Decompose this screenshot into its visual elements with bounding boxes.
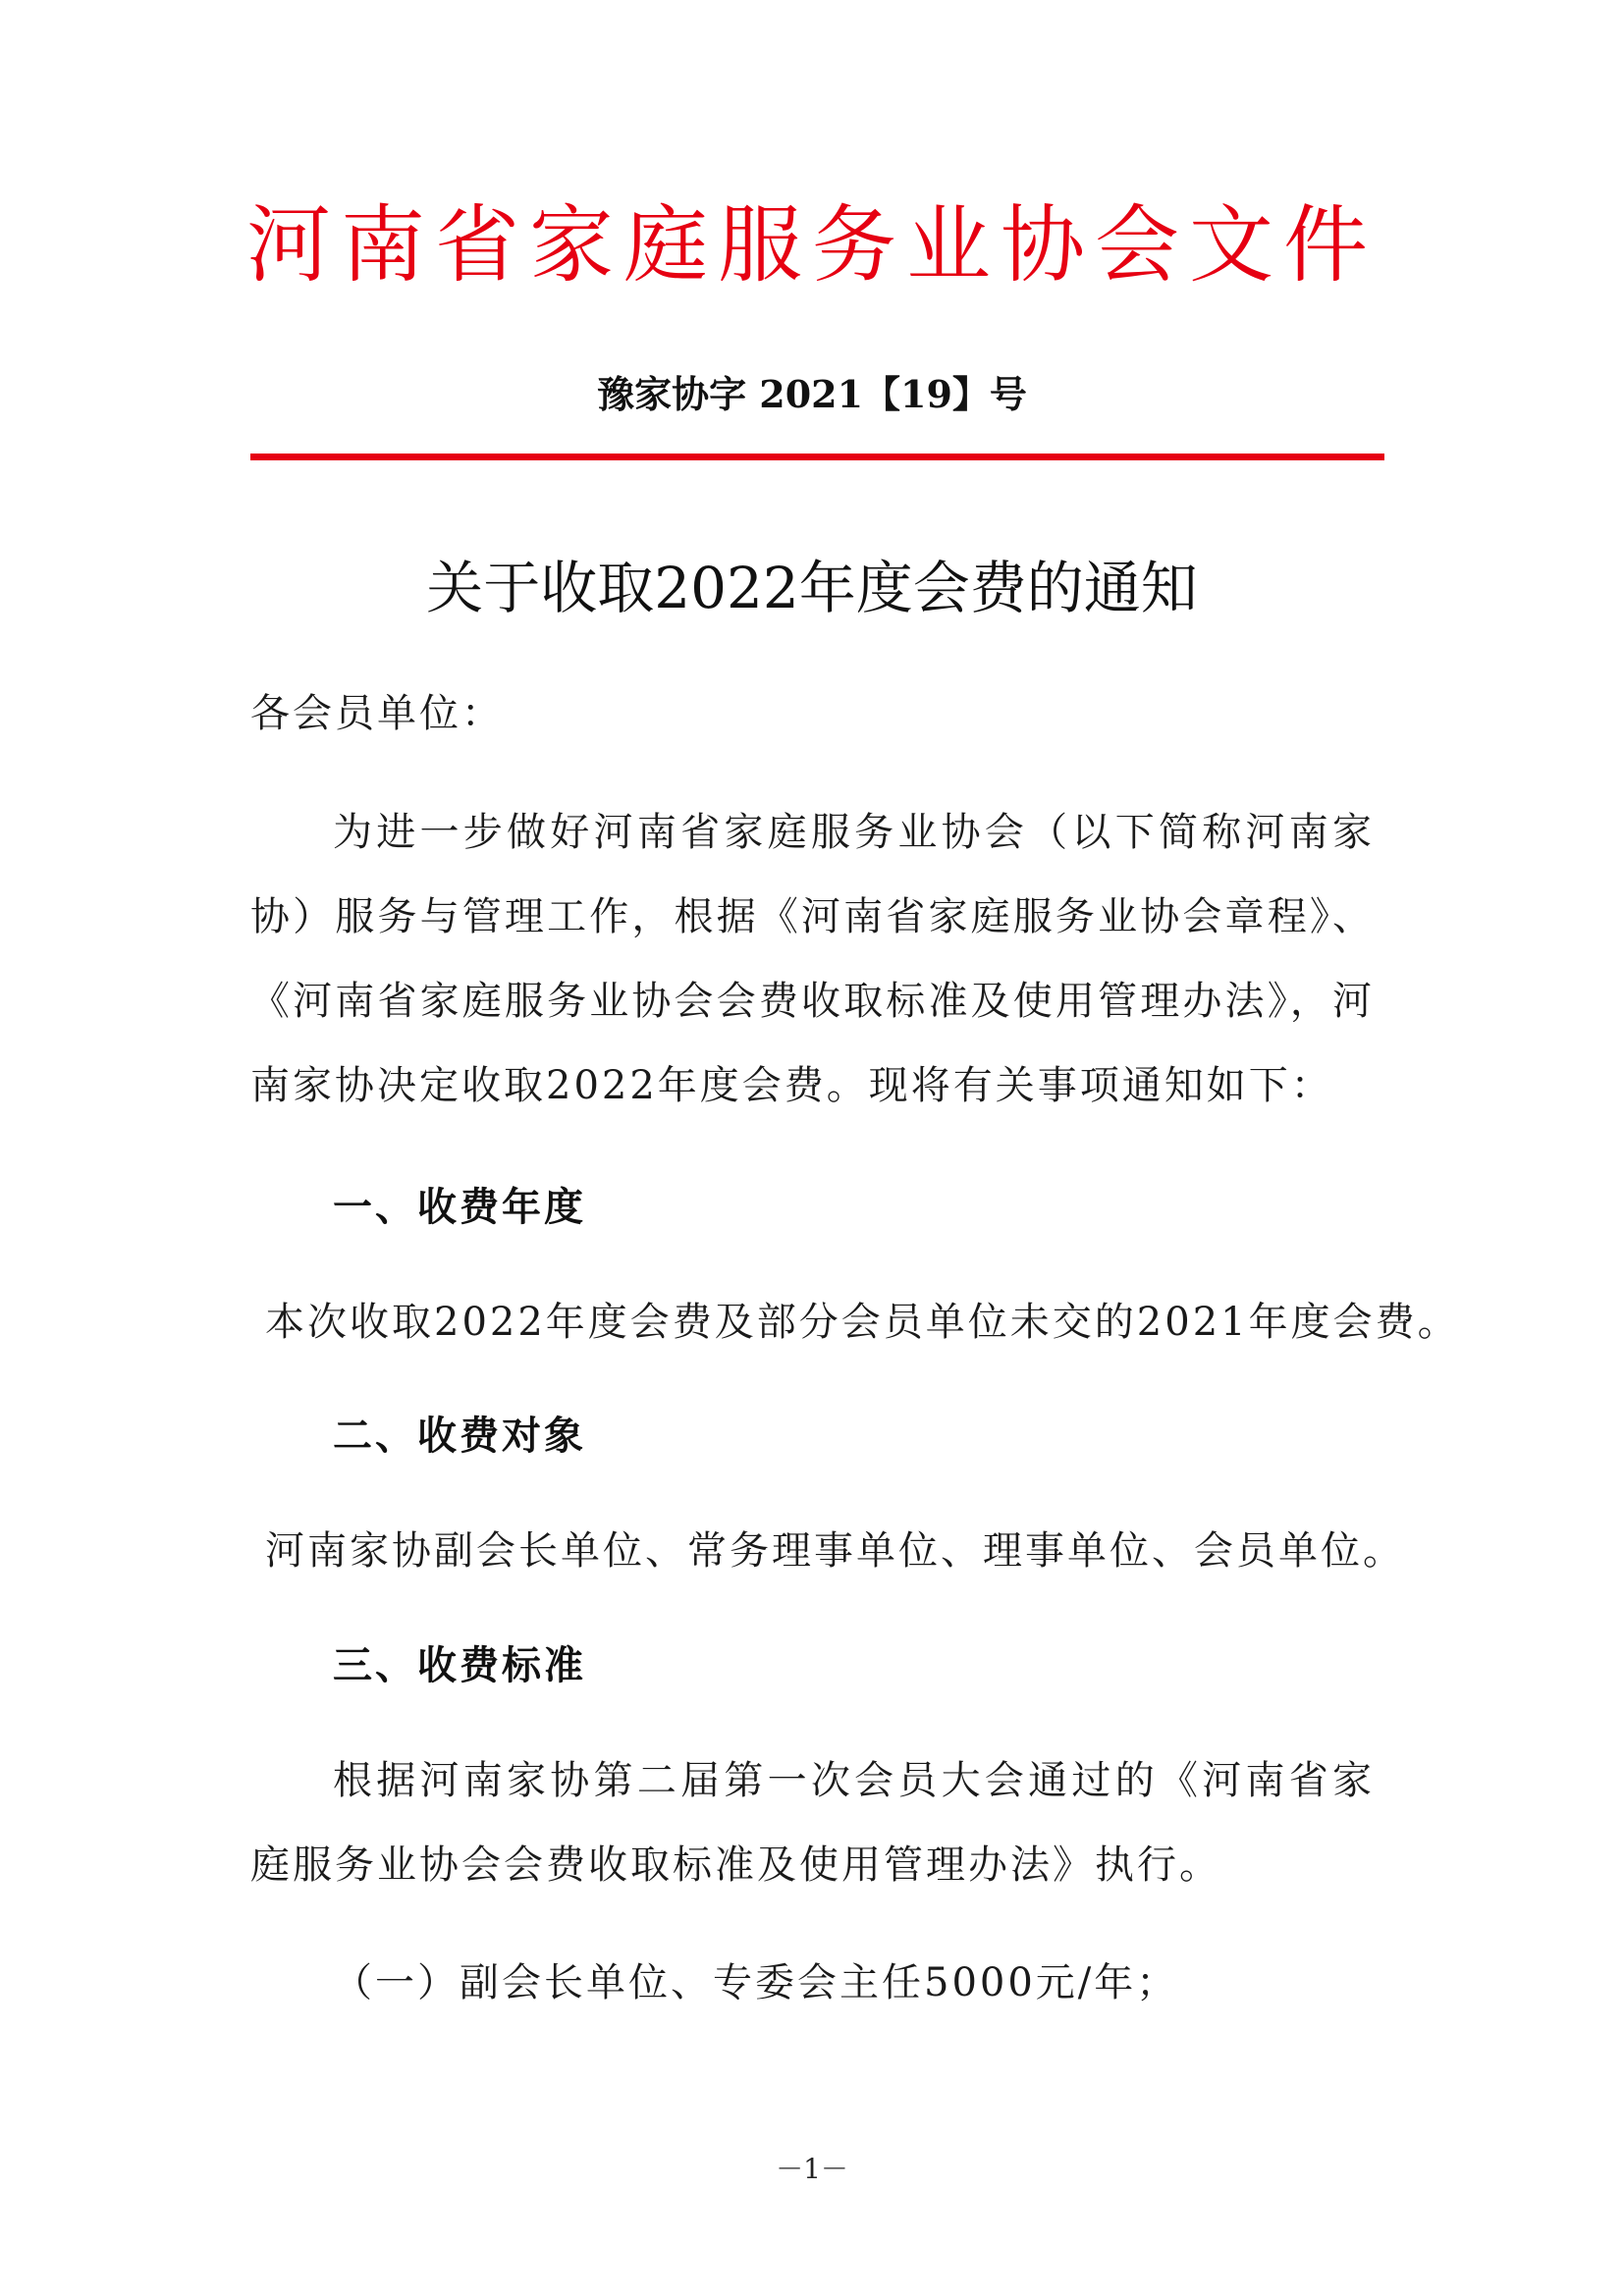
document-number: 豫家协字 2021【19】号 [597,372,1027,416]
section-body-2: 河南家协副会长单位、常务理事单位、理事单位、会员单位。 [265,1528,1405,1574]
section-heading-3: 三、收费标准 [333,1642,586,1688]
salutation: 各会员单位： [250,691,504,736]
fee-item-1: （一）副会长单位、专委会主任5000元/年； [333,1960,1179,2005]
notice-title: 关于收取2022年度会费的通知 [426,555,1198,621]
document-org-title: 河南省家庭服务业协会文件 [246,196,1378,294]
section-heading-1: 一、收费年度 [333,1184,586,1230]
intro-paragraph: 为进一步做好河南省家庭服务业协会（以下简称河南家协）服务与管理工作，根据《河南省家庭服务业协会章程》、《河南省家庭服务业协会会费收取标准及使用管理办法》，河南家协决定收取2022年度会费。现将有关事项通知如下： [250,810,1375,1108]
section-body-3: 根据河南家协第二届第一次会员大会通过的《河南省家庭服务业协会会费收取标准及使用管理办法》执行。 [250,1758,1375,1888]
section-heading-2: 二、收费对象 [333,1413,586,1459]
red-divider-line [250,454,1384,460]
section-body-1: 本次收取2022年度会费及部分会员单位未交的2021年度会费。 [265,1300,1460,1345]
page-number: －1－ [776,2153,848,2185]
